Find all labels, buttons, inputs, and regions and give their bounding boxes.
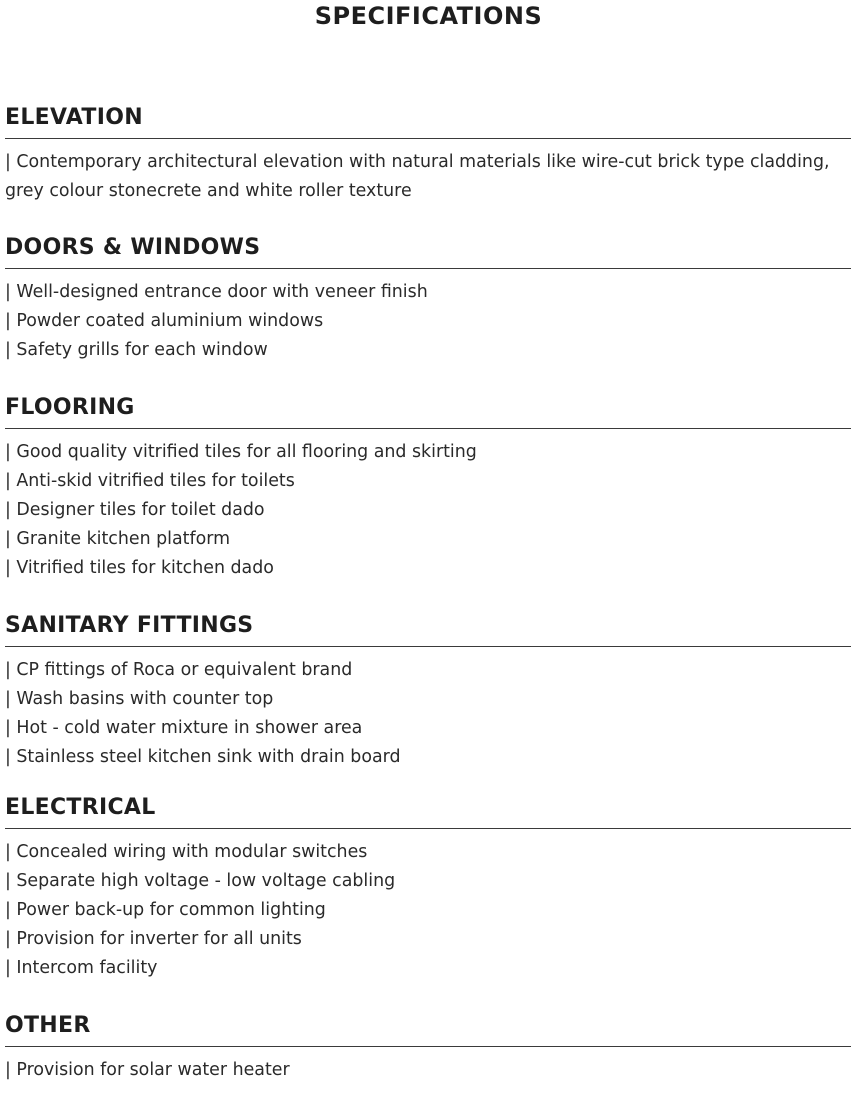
section-heading: ELECTRICAL <box>5 795 156 820</box>
section-divider <box>5 138 851 139</box>
section-divider <box>5 1046 851 1047</box>
section-other <box>5 1012 851 1085</box>
spec-item: | Anti-skid vitrified tiles for toilets <box>5 471 295 491</box>
spec-item: | Hot - cold water mixture in shower area <box>5 718 363 738</box>
spec-list <box>5 1056 851 1085</box>
spec-item: | Stainless steel kitchen sink with drain board <box>5 747 401 767</box>
spec-item: | CP fittings of Roca or equivalent brand <box>5 660 353 680</box>
spec-item: | Concealed wiring with modular switches <box>5 842 368 862</box>
spec-item: | Provision for solar water heater <box>5 1060 290 1080</box>
section-divider <box>5 428 851 429</box>
section-heading: FLOORING <box>5 395 135 420</box>
spec-item: | Powder coated aluminium windows <box>5 311 324 331</box>
spec-item: | Safety grills for each window <box>5 340 268 360</box>
spec-item: | Granite kitchen platform <box>5 529 231 549</box>
spec-item: | Wash basins with counter top <box>5 689 274 709</box>
section-divider <box>5 646 851 647</box>
section-electrical <box>5 794 851 983</box>
spec-list <box>5 838 851 983</box>
spec-item: | Well-designed entrance door with veneer finish <box>5 282 428 302</box>
section-heading: OTHER <box>5 1013 91 1038</box>
section-divider <box>5 828 851 829</box>
page-title: SPECIFICATIONS <box>314 2 543 30</box>
spec-item: | Power back-up for common lighting <box>5 900 326 920</box>
spec-item: | Vitrified tiles for kitchen dado <box>5 558 274 578</box>
section-doors-windows <box>5 234 851 365</box>
spec-item: | Intercom facility <box>5 958 158 978</box>
spec-list <box>5 656 851 772</box>
spec-item: | Provision for inverter for all units <box>5 929 302 949</box>
section-elevation <box>5 104 851 206</box>
spec-item: | Designer tiles for toilet dado <box>5 500 265 520</box>
spec-list <box>5 148 851 206</box>
spec-item: | Good quality vitrified tiles for all flooring and skirting <box>5 442 477 462</box>
spec-item: | Separate high voltage - low voltage cabling <box>5 871 396 891</box>
section-heading: SANITARY FITTINGS <box>5 613 254 638</box>
section-flooring <box>5 394 851 583</box>
spec-list <box>5 438 851 583</box>
section-heading: ELEVATION <box>5 105 143 130</box>
spec-item: | Contemporary architectural elevation with natural materials like wire-cut brick type cladding, grey colour stonecrete and white roller texture <box>5 152 830 201</box>
section-heading: DOORS & WINDOWS <box>5 235 261 260</box>
spec-list <box>5 278 851 365</box>
section-sanitary-fittings <box>5 612 851 772</box>
section-divider <box>5 268 851 269</box>
